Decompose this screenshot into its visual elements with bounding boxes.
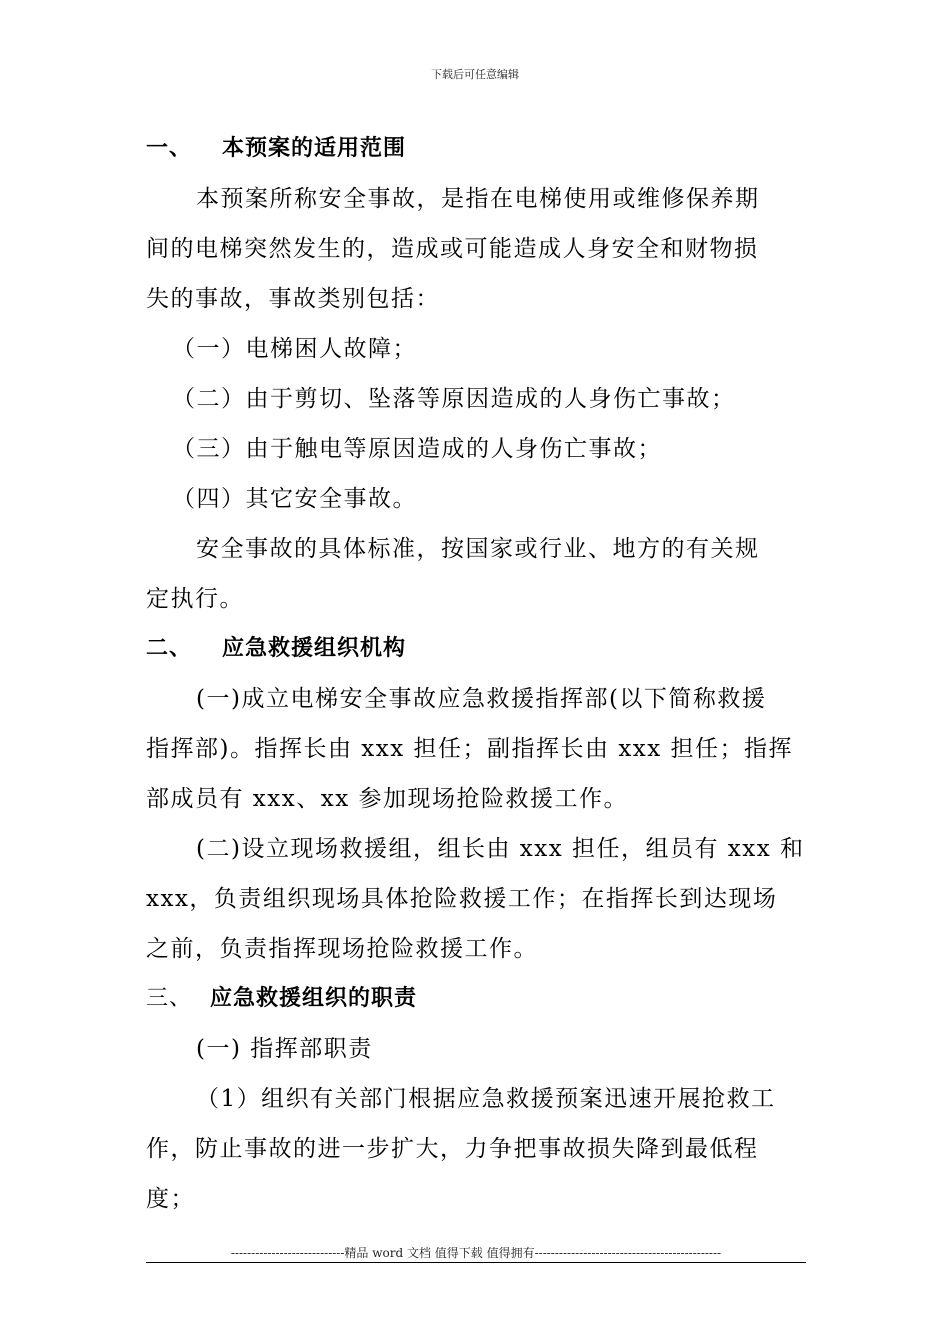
footer-divider bbox=[146, 1262, 806, 1263]
heading-number: 二、 bbox=[146, 636, 193, 661]
paragraph-line: 定执行。 bbox=[146, 586, 244, 612]
heading-number: 三、 bbox=[146, 986, 193, 1011]
heading-text: 应急救援组织机构 bbox=[222, 636, 407, 661]
paragraph-line: 指挥部)。指挥长由 xxx 担任；副指挥长由 xxx 担任；指挥 bbox=[146, 736, 794, 762]
subheading-line: (一) 指挥部职责 bbox=[196, 1036, 373, 1062]
paragraph-line: (二)设立现场救援组，组长由 xxx 担任，组员有 xxx 和 bbox=[196, 836, 805, 862]
paragraph-line: (一)成立电梯安全事故应急救援指挥部(以下简称救援 bbox=[196, 686, 767, 712]
page-footer: ----------------------------精品 word 文档 值得下载 值得拥有---------------------------------------------- bbox=[230, 1246, 722, 1260]
paragraph-line: 本预案所称安全事故，是指在电梯使用或维修保养期 bbox=[196, 186, 760, 212]
heading-number: 一、 bbox=[146, 136, 193, 161]
paragraph-line: 作，防止事故的进一步扩大，力争把事故损失降到最低程 bbox=[146, 1136, 759, 1162]
paragraph-line: （1）组织有关部门根据应急救援预案迅速开展抢救工 bbox=[196, 1086, 776, 1112]
paragraph-line: 度； bbox=[146, 1186, 195, 1212]
section-heading-3 bbox=[146, 984, 417, 1014]
list-item: （四）其它安全事故。 bbox=[172, 486, 417, 512]
paragraph-line: 失的事故，事故类别包括： bbox=[146, 286, 440, 312]
paragraph-line: 间的电梯突然发生的，造成或可能造成人身安全和财物损 bbox=[146, 236, 759, 262]
list-item: （三）由于触电等原因造成的人身伤亡事故； bbox=[172, 436, 662, 462]
section-heading-1 bbox=[146, 134, 406, 164]
paragraph-line: 安全事故的具体标准，按国家或行业、地方的有关规 bbox=[196, 536, 760, 562]
paragraph-line: 之前，负责指挥现场抢险救援工作。 bbox=[146, 936, 538, 962]
paragraph-line: xxx，负责组织现场具体抢险救援工作；在指挥长到达现场 bbox=[146, 886, 778, 912]
list-item: （一）电梯困人故障； bbox=[172, 336, 417, 362]
list-item: （二）由于剪切、坠落等原因造成的人身伤亡事故； bbox=[172, 386, 736, 412]
heading-text: 本预案的适用范围 bbox=[222, 136, 407, 161]
paragraph-line: 部成员有 xxx、xx 参加现场抢险救援工作。 bbox=[146, 786, 628, 812]
heading-text: 应急救援组织的职责 bbox=[210, 986, 418, 1011]
page-header: 下载后可任意编辑 bbox=[431, 68, 519, 81]
section-heading-2 bbox=[146, 634, 406, 664]
